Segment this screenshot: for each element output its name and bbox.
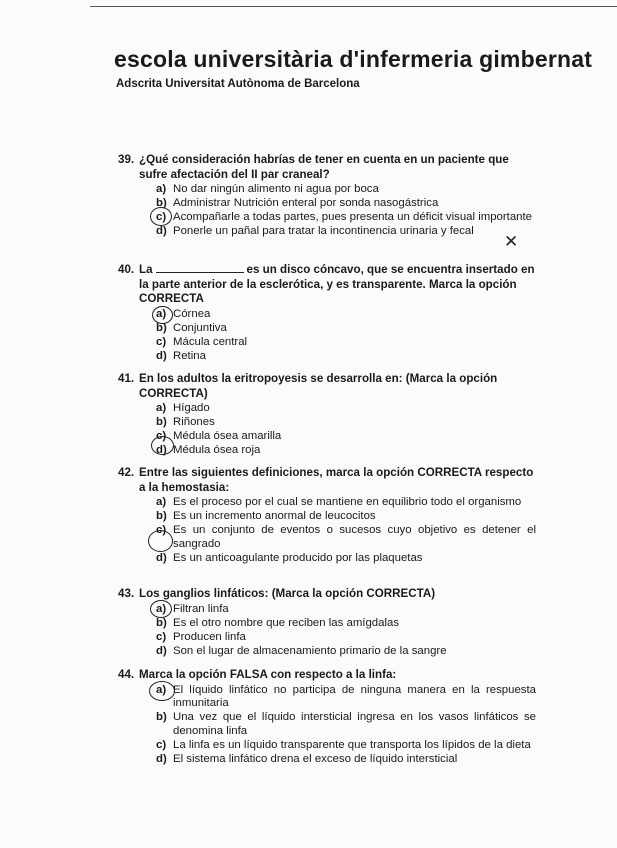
question-40 <box>118 263 536 364</box>
option-c: c) La linfa es un líquido transparente que transporta los lípidos de la dieta <box>156 738 531 751</box>
answer-circle <box>151 436 174 455</box>
option-list <box>118 496 536 565</box>
question-42 <box>118 466 536 566</box>
option-a: a) El líquido linfático no participa de ninguna manera en la respuesta inmunitaria <box>156 683 536 710</box>
option-b: b) Administrar Nutrición enteral por sonda nasogástrica <box>156 197 439 210</box>
option-list <box>118 308 536 364</box>
question-43 <box>118 587 536 659</box>
option-a: a) Es el proceso por el cual se mantiene en equilibrio todo el organismo <box>156 496 522 508</box>
option-c: c) Es un conjunto de eventos o sucesos cuyo objetivo es detener el sangrado <box>156 524 536 550</box>
answer-circle <box>148 530 173 552</box>
option-d: d) Médula ósea roja <box>156 444 261 457</box>
affiliation: Adscrita Universitat Autònoma de Barcelona <box>116 78 360 90</box>
fill-in-blank <box>156 272 244 273</box>
answer-circle <box>150 207 172 226</box>
question-text: 42. Entre las siguientes definiciones, marca la opción CORRECTA respecto a la hemostasia: <box>118 466 534 494</box>
option-list <box>118 603 536 659</box>
option-d: d) Ponerle un pañal para tratar la incontinencia urinaria y fecal <box>156 225 474 238</box>
question-text: 43. Los ganglios linfáticos: (Marca la opción CORRECTA) <box>118 587 436 600</box>
question-text: 40. La es un disco cóncavo, que se encuentra insertado en la parte anterior de la esclerótica, y es transparente. Marca la opción CORRECTA <box>118 263 535 305</box>
option-list <box>118 183 536 239</box>
option-d: d) El sistema linfático drena el exceso de líquido intersticial <box>156 752 458 765</box>
option-b: b) Una vez que el líquido intersticial ingresa en los vasos linfáticos se denomina linfa <box>156 711 536 737</box>
question-41 <box>118 372 536 458</box>
cross-mark: ✕ <box>504 232 519 251</box>
option-b: b) Es el otro nombre que reciben las amígdalas <box>156 616 400 629</box>
question-text: 41. En los adultos la eritropoyesis se desarrolla en: (Marca la opción CORRECTA) <box>118 372 498 400</box>
question-44 <box>118 668 536 767</box>
question-39 <box>118 153 536 239</box>
option-d: d) Retina <box>156 349 206 362</box>
option-a: a) Córnea <box>156 307 211 320</box>
option-c: c) Acompañarle a todas partes, pues presenta un déficit visual importante <box>156 211 533 224</box>
option-c: c) Médula ósea amarilla <box>156 430 282 443</box>
option-b: b) Es un incremento anormal de leucocitos <box>156 510 376 523</box>
option-a: a) No dar ningún alimento ni agua por boca <box>156 183 379 195</box>
answer-circle <box>150 600 172 618</box>
question-text: 44. Marca la opción FALSA con respecto a la linfa: <box>118 668 397 681</box>
institution-name: escola universitària d'infermeria gimbernat <box>114 46 593 72</box>
option-d: d) Son el lugar de almacenamiento primario de la sangre <box>156 644 447 657</box>
option-list <box>118 402 536 458</box>
option-d: d) Es un anticoagulante producido por las plaquetas <box>156 551 423 564</box>
option-list <box>118 684 536 767</box>
option-b: b) Riñones <box>156 416 215 429</box>
option-a: a) Hígado <box>156 402 210 414</box>
answer-circle <box>149 681 175 701</box>
option-b: b) Conjuntiva <box>156 321 227 334</box>
top-rule <box>90 6 617 7</box>
question-text: 39. ¿Qué consideración habrías de tener en cuenta en un paciente que sufre afectación del II par craneal? <box>118 153 509 181</box>
option-c: c) Producen linfa <box>156 630 246 643</box>
answer-circle <box>152 306 173 324</box>
option-c: c) Mácula central <box>156 335 248 348</box>
option-a: a) Filtran linfa <box>156 602 229 615</box>
